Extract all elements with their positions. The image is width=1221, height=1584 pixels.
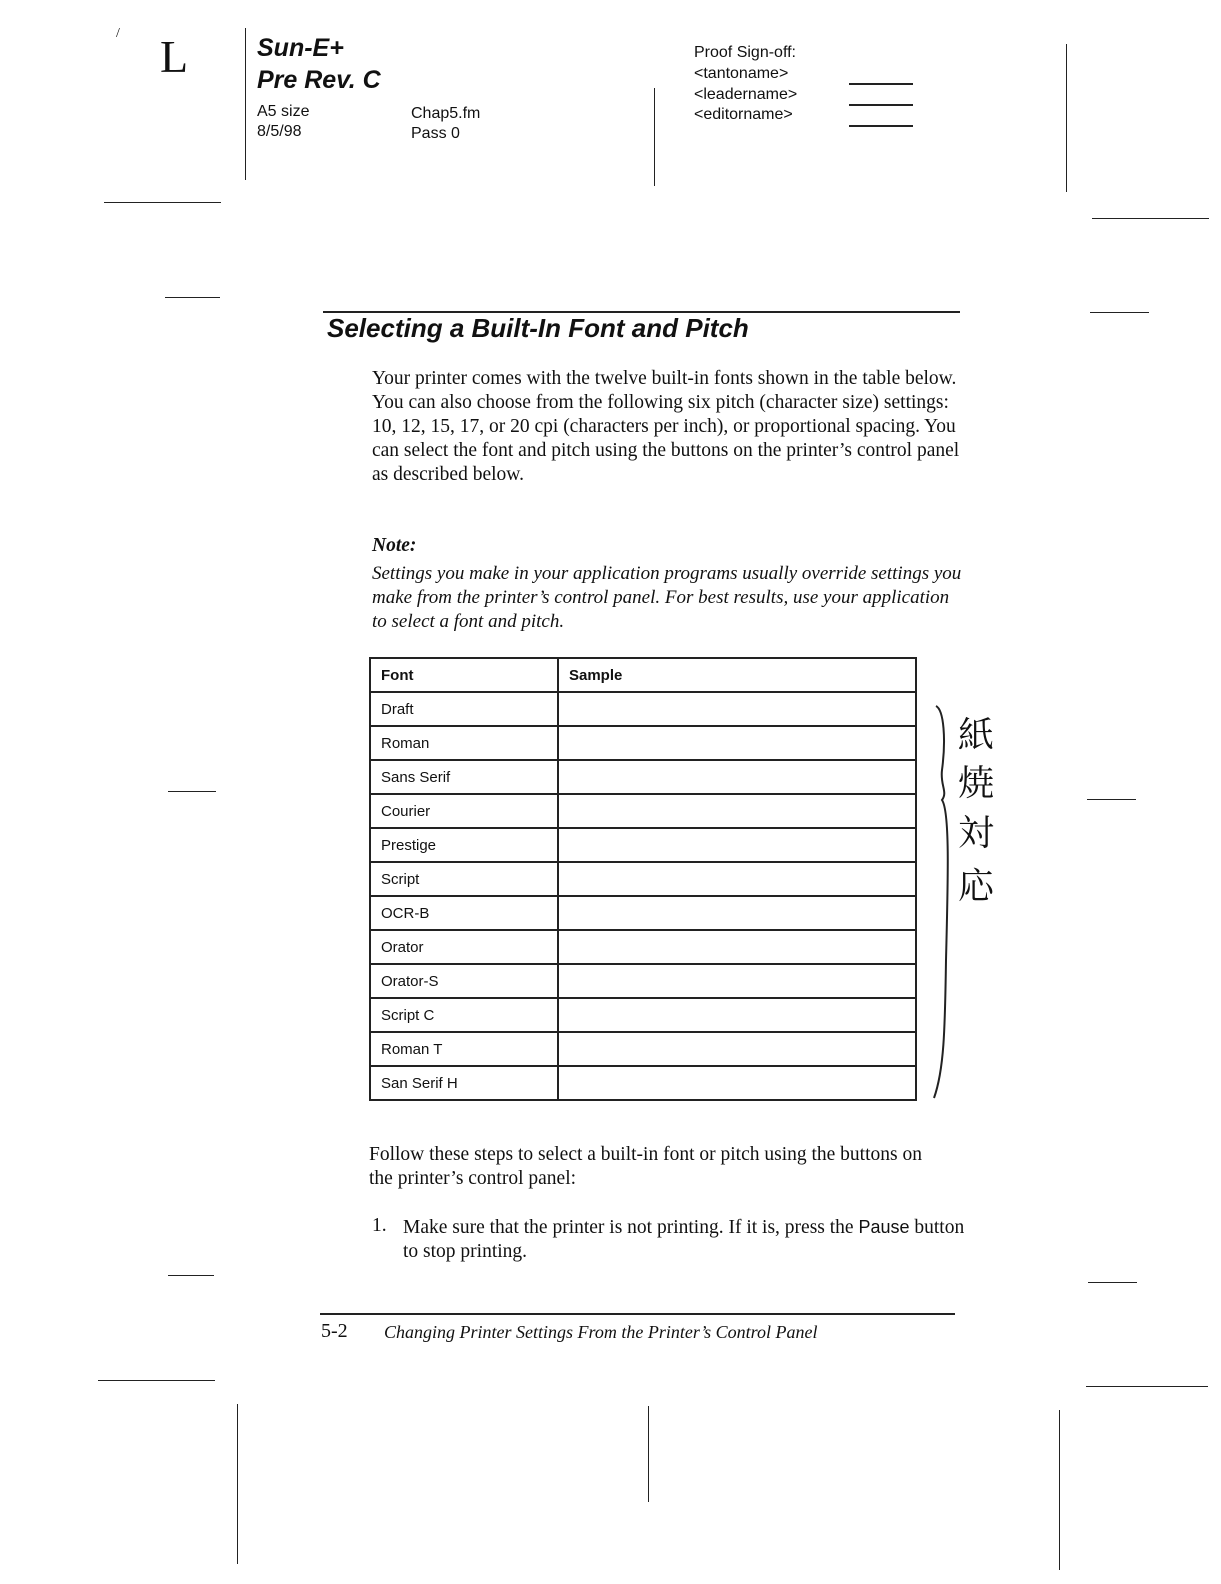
intro-paragraph: Your printer comes with the twelve built-in fonts shown in the table below. You can also choose from the following six pitch (character size) settings: 10, 12, 15, 17, or 20 cpi (characters per inch), or proportional spacing. You can select the font and pitch using the buttons on the printer’s control panel as described below. bbox=[372, 368, 960, 485]
table-header-row bbox=[370, 658, 916, 692]
table-row bbox=[370, 896, 916, 930]
sample-cell bbox=[558, 896, 916, 930]
header-date: 8/5/98 bbox=[257, 123, 302, 140]
table-header-font: Font bbox=[370, 658, 558, 692]
sample-cell bbox=[558, 760, 916, 794]
crop-mark bbox=[1092, 218, 1209, 219]
font-name-cell: Roman bbox=[370, 726, 558, 760]
sample-cell bbox=[558, 692, 916, 726]
crop-mark bbox=[648, 1406, 649, 1502]
sample-cell bbox=[558, 964, 916, 998]
crop-mark bbox=[1087, 799, 1136, 800]
font-name-cell: OCR-B bbox=[370, 896, 558, 930]
sample-cell bbox=[558, 794, 916, 828]
sample-cell bbox=[558, 1032, 916, 1066]
sample-cell bbox=[558, 1066, 916, 1100]
table-row bbox=[370, 1066, 916, 1100]
step-number: 1. bbox=[372, 1215, 387, 1236]
footer-running-title: Changing Printer Settings From the Printer’s Control Panel bbox=[384, 1322, 818, 1342]
table-row bbox=[370, 828, 916, 862]
corner-tick: / bbox=[116, 26, 120, 41]
font-name-cell: Script bbox=[370, 862, 558, 896]
corner-letter: L bbox=[160, 31, 189, 82]
footer-rule bbox=[320, 1313, 955, 1315]
footer-page-number: 5-2 bbox=[321, 1320, 348, 1342]
proof-name-leader: <leadername> bbox=[694, 86, 798, 103]
handwritten-brace-icon bbox=[928, 700, 958, 1105]
step-text-b: button to stop printing. bbox=[403, 1217, 965, 1262]
sign-off-line bbox=[849, 125, 913, 127]
table-row bbox=[370, 794, 916, 828]
sample-cell bbox=[558, 726, 916, 760]
proof-label: Proof Sign-off: bbox=[694, 44, 796, 61]
header-file: Chap5.fm bbox=[411, 105, 481, 122]
crop-mark bbox=[1066, 44, 1067, 192]
font-name-cell: Draft bbox=[370, 692, 558, 726]
note-text: Settings you make in your application programs usually override settings you make from the printer’s control panel. For best results, use your application to select a font and pitch. bbox=[372, 563, 962, 632]
sample-cell bbox=[558, 930, 916, 964]
font-name-cell: Orator bbox=[370, 930, 558, 964]
crop-mark bbox=[1088, 1282, 1137, 1283]
note-label: Note: bbox=[372, 535, 417, 556]
font-name-cell: Sans Serif bbox=[370, 760, 558, 794]
header-title-line2: Pre Rev. C bbox=[257, 66, 381, 94]
crop-mark bbox=[1059, 1410, 1060, 1570]
header-title-line1: Sun-E+ bbox=[257, 34, 344, 62]
proof-name-tanto: <tantoname> bbox=[694, 65, 789, 82]
section-title: Selecting a Built-In Font and Pitch bbox=[327, 313, 749, 343]
table-row bbox=[370, 998, 916, 1032]
sample-cell bbox=[558, 998, 916, 1032]
handwritten-char: 応 bbox=[958, 866, 995, 907]
crop-mark bbox=[165, 297, 220, 298]
table-row bbox=[370, 692, 916, 726]
crop-mark bbox=[168, 791, 216, 792]
sign-off-line bbox=[849, 83, 913, 85]
follow-paragraph: Follow these steps to select a built-in font or pitch using the buttons on the printer’s control panel: bbox=[369, 1144, 922, 1189]
table-row bbox=[370, 726, 916, 760]
sample-cell bbox=[558, 862, 916, 896]
header-pass: Pass 0 bbox=[411, 125, 460, 142]
table-row bbox=[370, 1032, 916, 1066]
font-name-cell: San Serif H bbox=[370, 1066, 558, 1100]
font-table bbox=[369, 657, 917, 1101]
font-name-cell: Script C bbox=[370, 998, 558, 1032]
font-name-cell: Orator-S bbox=[370, 964, 558, 998]
font-name-cell: Prestige bbox=[370, 828, 558, 862]
table-row bbox=[370, 760, 916, 794]
handwritten-char: 対 bbox=[958, 813, 995, 854]
font-name-cell: Courier bbox=[370, 794, 558, 828]
proof-name-editor: <editorname> bbox=[694, 106, 793, 123]
header-size: A5 size bbox=[257, 103, 310, 120]
table-header-sample: Sample bbox=[558, 658, 916, 692]
crop-mark bbox=[1090, 312, 1149, 313]
step-text bbox=[403, 1215, 973, 1264]
handwritten-char: 紙 bbox=[958, 715, 995, 756]
step-text-a: Make sure that the printer is not printing. If it is, press the bbox=[403, 1217, 859, 1238]
sign-off-line bbox=[849, 104, 913, 106]
crop-mark bbox=[1086, 1386, 1208, 1387]
crop-mark bbox=[245, 28, 246, 180]
pause-button-label: Pause bbox=[858, 1217, 910, 1237]
crop-mark bbox=[237, 1404, 238, 1564]
crop-mark bbox=[654, 88, 655, 186]
table-row bbox=[370, 964, 916, 998]
crop-mark bbox=[98, 1380, 215, 1381]
handwritten-char: 焼 bbox=[958, 763, 995, 804]
crop-mark bbox=[104, 202, 221, 203]
font-name-cell: Roman T bbox=[370, 1032, 558, 1066]
table-row bbox=[370, 930, 916, 964]
crop-mark bbox=[168, 1275, 214, 1276]
table-row bbox=[370, 862, 916, 896]
sample-cell bbox=[558, 828, 916, 862]
